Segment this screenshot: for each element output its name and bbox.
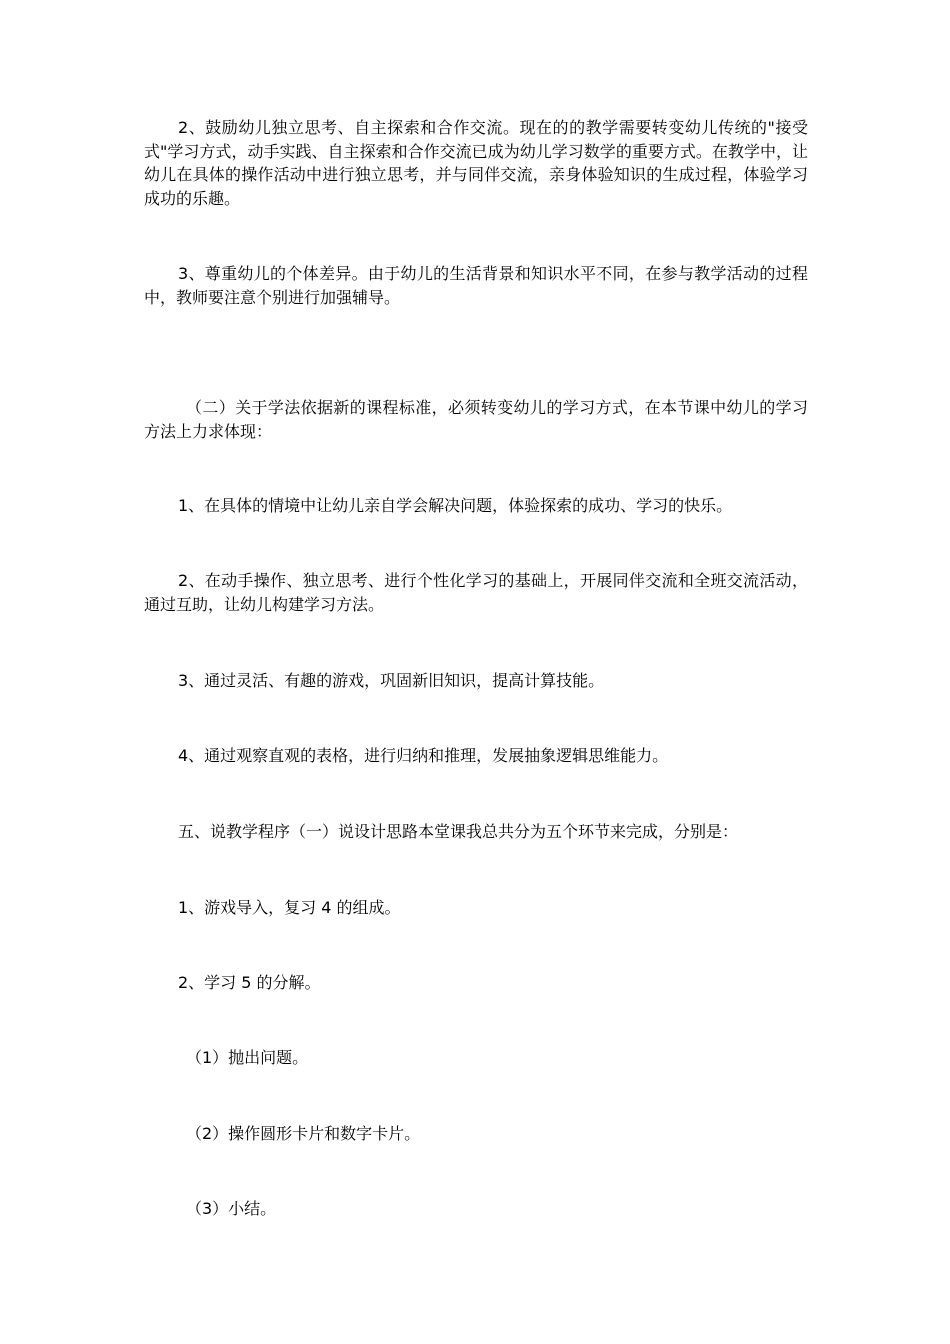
sub-item-operate-cards: （2）操作圆形卡片和数字卡片。	[186, 1124, 421, 1143]
list-item-learn-decomposition: 2、学习 5 的分解。	[178, 973, 321, 992]
section-heading-teaching-procedure: 五、说教学程序（一）说设计思路本堂课我总共分为五个环节来完成，分别是：	[178, 822, 739, 841]
paragraph-method-4: 4、通过观察直观的表格，进行归纳和推理，发展抽象逻辑思维能力。	[178, 746, 669, 765]
paragraph-method-3: 3、通过灵活、有趣的游戏，巩固新旧知识，提高计算技能。	[178, 671, 605, 690]
sub-item-raise-question: （1）抛出问题。	[186, 1048, 309, 1067]
paragraph-learning-method-basis: （二）关于学法依据新的课程标准，必须转变幼儿的学习方式，在本节课中幼儿的学习方法上力求体现：	[144, 398, 808, 441]
paragraph-respect-individual-differences: 3、尊重幼儿的个体差异。由于幼儿的生活背景和知识水平不同，在参与教学活动的过程中，教师要注意个别进行加强辅导。	[144, 264, 808, 307]
paragraph-encourage-independent-thinking: 2、鼓励幼儿独立思考、自主探索和合作交流。现在的的教学需要转变幼儿传统的"接受式"学习方式，动手实践、自主探索和合作交流已成为幼儿学习数学的重要方式。在教学中，让幼儿在具体的操作活动中进行独立思考，并与同伴交流，亲身体验知识的生成过程，体验学习成功的乐趣。	[144, 118, 808, 208]
sub-item-summary: （3）小结。	[186, 1199, 277, 1218]
paragraph-method-1: 1、在具体的情境中让幼儿亲自学会解决问题，体验探索的成功、学习的快乐。	[178, 496, 733, 515]
list-item-game-intro: 1、游戏导入，复习 4 的组成。	[178, 898, 401, 917]
paragraph-method-2: 2、在动手操作、独立思考、进行个性化学习的基础上，开展同伴交流和全班交流活动，通过互助，让幼儿构建学习方法。	[144, 571, 808, 614]
